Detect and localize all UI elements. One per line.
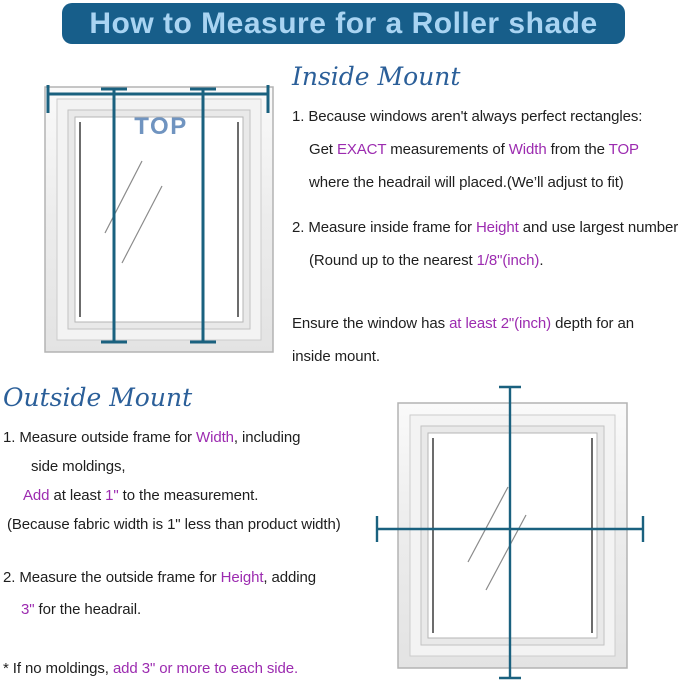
outside-mount-step-2 [3, 562, 365, 626]
text-line: inside mount. [292, 348, 380, 365]
text-line: where the headrail will placed.(We’ll adjust to fit) [309, 174, 624, 191]
text-line: Add at least 1" to the measurement. [23, 487, 259, 504]
outside-mount-window-diagram [368, 372, 660, 685]
text-line: 3" for the headrail. [21, 601, 142, 618]
text-line: 2. Measure inside frame for Height and use largest number [292, 219, 679, 236]
inside-mount-step-2 [292, 211, 679, 277]
text-line: Get EXACT measurements of Width from the TOP [309, 141, 639, 158]
page-title: How to Measure for a Roller shade [89, 6, 598, 40]
text-line: 1. Because windows aren't always perfect rectangles: [292, 108, 643, 125]
inside-mount-heading: Inside Mount [292, 62, 461, 91]
text-line: 2. Measure the outside frame for Height, adding [3, 569, 317, 586]
title-banner [62, 3, 625, 44]
text-line: (Round up to the nearest 1/8"(inch). [309, 252, 544, 269]
inside-mount-depth-note [292, 307, 679, 373]
text-line: side moldings, [31, 458, 126, 475]
text-line: * If no moldings, add 3" or more to each side. [3, 660, 299, 677]
text-line: (Because fabric width is 1" less than product width) [7, 516, 341, 533]
outside-mount-footnote [3, 654, 365, 683]
outside-mount-heading: Outside Mount [3, 383, 193, 412]
text-line: 1. Measure outside frame for Width, including [3, 429, 301, 446]
top-label: TOP [134, 113, 188, 140]
inside-mount-step-1 [292, 100, 679, 199]
text-line: Ensure the window has at least 2"(inch) depth for an [292, 315, 635, 332]
outside-mount-step-1 [3, 423, 365, 539]
window-frame [398, 403, 627, 668]
inside-mount-section [292, 62, 679, 373]
outside-mount-section [3, 383, 365, 683]
inside-mount-window-diagram [30, 73, 280, 365]
